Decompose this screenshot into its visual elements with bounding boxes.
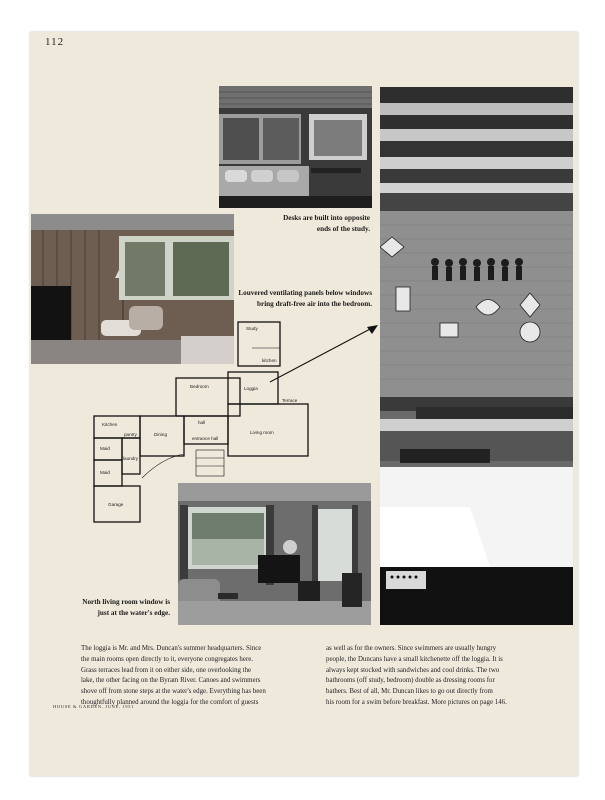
body-left-line: the main rooms open directly to it, everyone congregates here. bbox=[81, 655, 254, 663]
plan-pantry-label: pantry bbox=[124, 432, 137, 437]
living-room-caption-line-1: North living room window is bbox=[82, 598, 170, 606]
study-photo bbox=[219, 86, 372, 208]
plan-entrance-hall-label: entrance hall bbox=[192, 436, 219, 441]
louvered-caption-line-1: Louvered ventilating panels below windows bbox=[238, 289, 372, 297]
study-caption-line-1: Desks are built into opposite bbox=[283, 214, 370, 222]
body-right-line: his room for a swim before breakfast. More pictures on page 146. bbox=[326, 698, 507, 706]
body-left-line: lake, the other facing on the Byram River. Canoes and swimmers bbox=[81, 677, 261, 685]
living-room-caption-line-2: just at the water's edge. bbox=[97, 609, 170, 617]
body-right-line: people, the Duncans have a small kitchenette off the loggia. It is bbox=[326, 655, 503, 663]
plan-maid-1-label: Maid bbox=[100, 446, 110, 451]
body-left-line: shove off from stone steps at the water's edge. Everything has been bbox=[81, 688, 266, 696]
footer-credit: HOUSE & GARDEN, JUNE, 1951 bbox=[53, 704, 134, 709]
plan-bedroom-label: Bedroom bbox=[190, 384, 209, 389]
body-right-line: as well as for the owners. Since swimmers are usually hungry bbox=[326, 645, 497, 652]
plan-study-label: Study bbox=[246, 326, 258, 331]
plan-living-room-label: Living room bbox=[250, 430, 274, 435]
plan-kitchenette-label: kitchen bbox=[262, 358, 277, 363]
study-caption-line-2: ends of the study. bbox=[316, 225, 370, 233]
plan-laundry-label: laundry bbox=[123, 456, 139, 461]
plan-terrace-label: Terrace bbox=[282, 398, 298, 403]
plan-maid-2-label: Maid bbox=[100, 470, 110, 475]
body-left-line: Grass terraces lead from it on either side, one overlooking the bbox=[81, 666, 252, 674]
louvered-caption-line-2: bring draft-free air into the bedroom. bbox=[257, 300, 372, 308]
body-left-line: The loggia is Mr. and Mrs. Duncan's summer headquarters. Since bbox=[81, 645, 262, 652]
plan-kitchen-label: Kitchen bbox=[102, 422, 118, 427]
living-room-photo bbox=[178, 483, 371, 625]
body-left-line: thoughtfully planned around the loggia for the comfort of guests bbox=[81, 698, 259, 706]
body-text-right bbox=[326, 644, 562, 709]
body-right-line: bathrooms (off study, bedroom) double as dressing rooms for bbox=[326, 677, 495, 685]
living-room-caption bbox=[52, 597, 170, 619]
study-caption bbox=[246, 213, 370, 235]
loggia-mural-photo bbox=[380, 87, 573, 625]
plan-hall-label: hall bbox=[198, 420, 206, 425]
plan-dining-label: Dining bbox=[154, 432, 168, 437]
body-text-left bbox=[81, 644, 313, 709]
page-number: 112 bbox=[45, 36, 65, 48]
plan-garage-label: Garage bbox=[108, 502, 124, 507]
body-right-line: always kept stocked with sandwiches and cool drinks. The two bbox=[326, 666, 500, 674]
plan-loggia-label: Loggia bbox=[244, 386, 258, 391]
body-right-line: bathers. Best of all, Mr. Duncan likes to go out directly from bbox=[326, 688, 493, 696]
